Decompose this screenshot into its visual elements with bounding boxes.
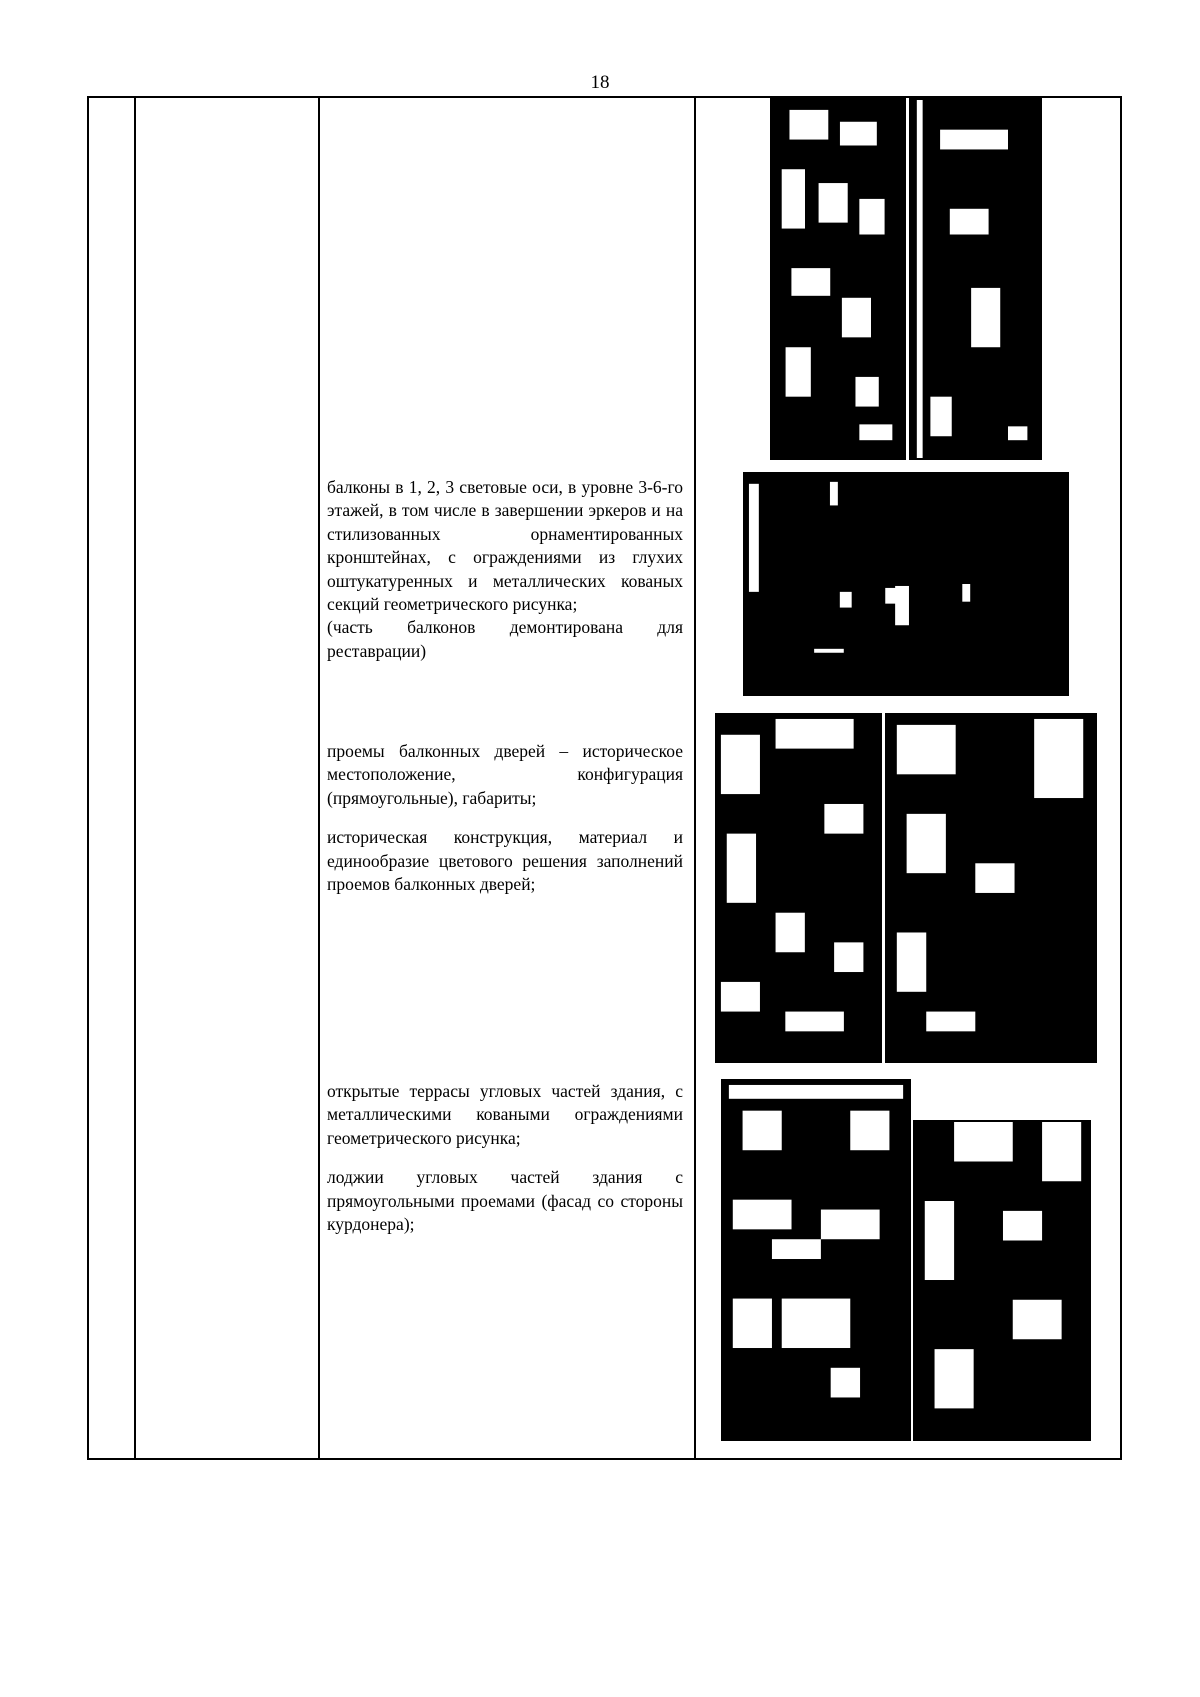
column-divider-1 (134, 98, 136, 1458)
row-3-paragraph-1: открытые террасы угловых частей здания, с металлическими коваными ограждениями геометрического рисунка; (327, 1081, 683, 1148)
column-divider-3 (694, 98, 696, 1458)
row-1-description (327, 476, 683, 663)
page-number: 18 (590, 72, 610, 93)
row-3-paragraph-2: лоджии угловых частей здания с прямоугольными проемами (фасад со стороны курдонера); (327, 1167, 683, 1235)
terrace-photo-4a (721, 1079, 911, 1441)
balcony-door-photo-3b (885, 713, 1097, 1063)
balcony-door-photo-3a (715, 713, 882, 1063)
row-1-paragraph-1: балконы в 1, 2, 3 световые оси, в уровне 3-6-го этажей, в том числе в завершении эркеров и на стилизованных орнаментированных кронштейнах, с ограждениями из глухих оштукатуренных и металлических кованых секций геометрического рисунка; (327, 477, 683, 615)
column-divider-2 (318, 98, 320, 1458)
balcony-photo-2 (743, 472, 1069, 696)
row-2-paragraph-2: историческая конструкция, материал и единообразие цветового решения заполнений проемов балконных дверей; (327, 827, 683, 895)
loggia-photo-4b (913, 1120, 1091, 1441)
row-2-description (327, 740, 683, 896)
row-1-paragraph-2: (часть балконов демонтирована для реставрации) (327, 617, 683, 661)
row-3-description (327, 1080, 683, 1236)
facade-photo-1a (770, 98, 906, 460)
row-2-paragraph-1: проемы балконных дверей – историческое местоположение, конфигурация (прямоугольные), габариты; (327, 741, 683, 808)
facade-photo-1b (909, 98, 1042, 460)
